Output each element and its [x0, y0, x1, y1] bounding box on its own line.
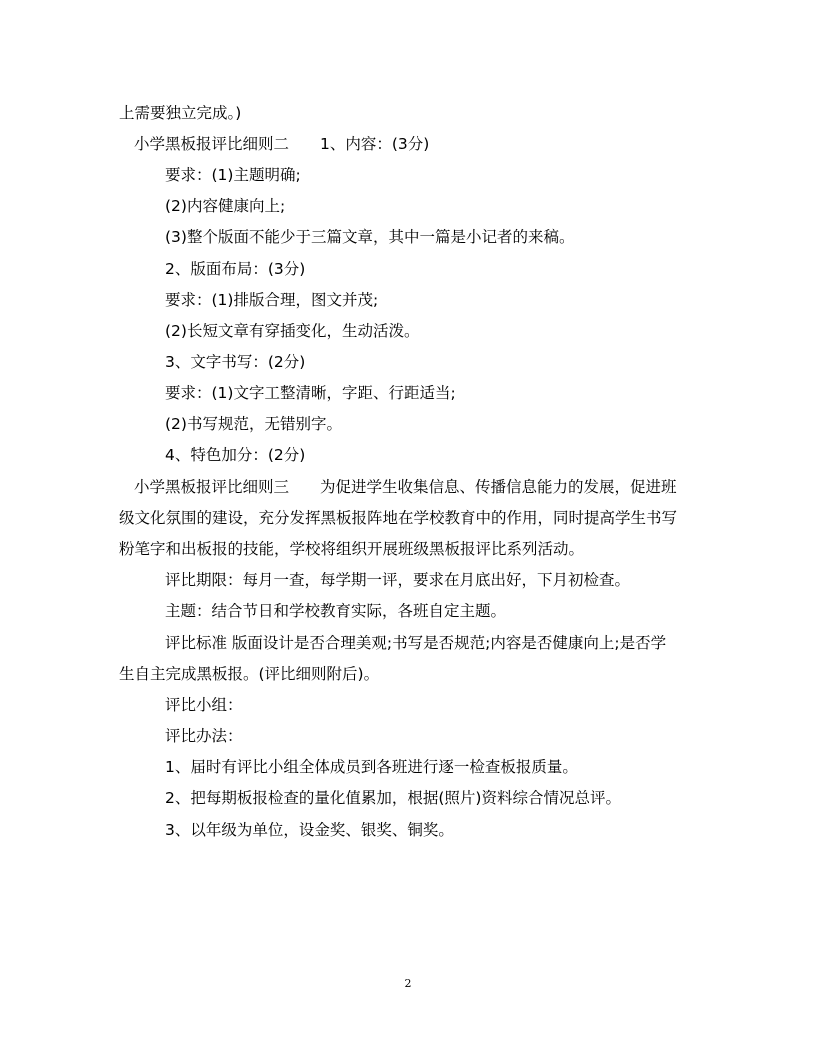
text-line: 2、版面布局：(3分) [165, 260, 306, 278]
text-line: 评比期限：每月一查，每学期一评，要求在月底出好，下月初检查。 [165, 571, 631, 589]
text-line: (3)整个版面不能少于三篇文章，其中一篇是小记者的来稿。 [165, 228, 575, 246]
text-line: 评比标准 版面设计是否合理美观;书写是否规范;内容是否健康向上;是否学 [165, 634, 667, 652]
text-line: (2)内容健康向上; [165, 197, 286, 215]
text-line: 3、文字书写：(2分) [165, 353, 306, 371]
text-line: 1、届时有评比小组全体成员到各班进行逐一检查板报质量。 [165, 758, 578, 776]
text-line: 上需要独立完成。) [119, 104, 242, 122]
text-line: 评比办法： [165, 727, 243, 745]
text-line: 4、特色加分：(2分) [165, 446, 306, 464]
text-line: 粉笔字和出板报的技能，学校将组织开展班级黑板报评比系列活动。 [119, 540, 585, 558]
text-line: 生自主完成黑板报。(评比细则附后)。 [119, 665, 380, 683]
text-line: 级文化氛围的建设，充分发挥黑板报阵地在学校教育中的作用，同时提高学生书写 [119, 509, 678, 527]
text-line: (2)长短文章有穿插变化，生动活泼。 [165, 322, 420, 340]
text-line: (2)书写规范，无错别字。 [165, 415, 342, 433]
text-line: 主题：结合节日和学校教育实际，各班自定主题。 [165, 602, 507, 620]
text-line: 2、把每期板报检查的量化值累加，根据(照片)资料综合情况总评。 [165, 789, 621, 807]
text-line: 评比小组： [165, 696, 243, 714]
text-line: 3、以年级为单位，设金奖、银奖、铜奖。 [165, 821, 454, 839]
text-line: 要求：(1)排版合理，图文并茂; [165, 291, 379, 309]
text-line: 要求：(1)文字工整清晰，字距、行距适当; [165, 384, 456, 402]
page-number: 2 [404, 977, 412, 990]
text-line: 要求：(1)主题明确; [165, 166, 301, 184]
text-line: 小学黑板报评比细则二 1、内容：(3分) [134, 135, 430, 153]
text-line: 小学黑板报评比细则三 为促进学生收集信息、传播信息能力的发展，促进班 [134, 478, 677, 496]
